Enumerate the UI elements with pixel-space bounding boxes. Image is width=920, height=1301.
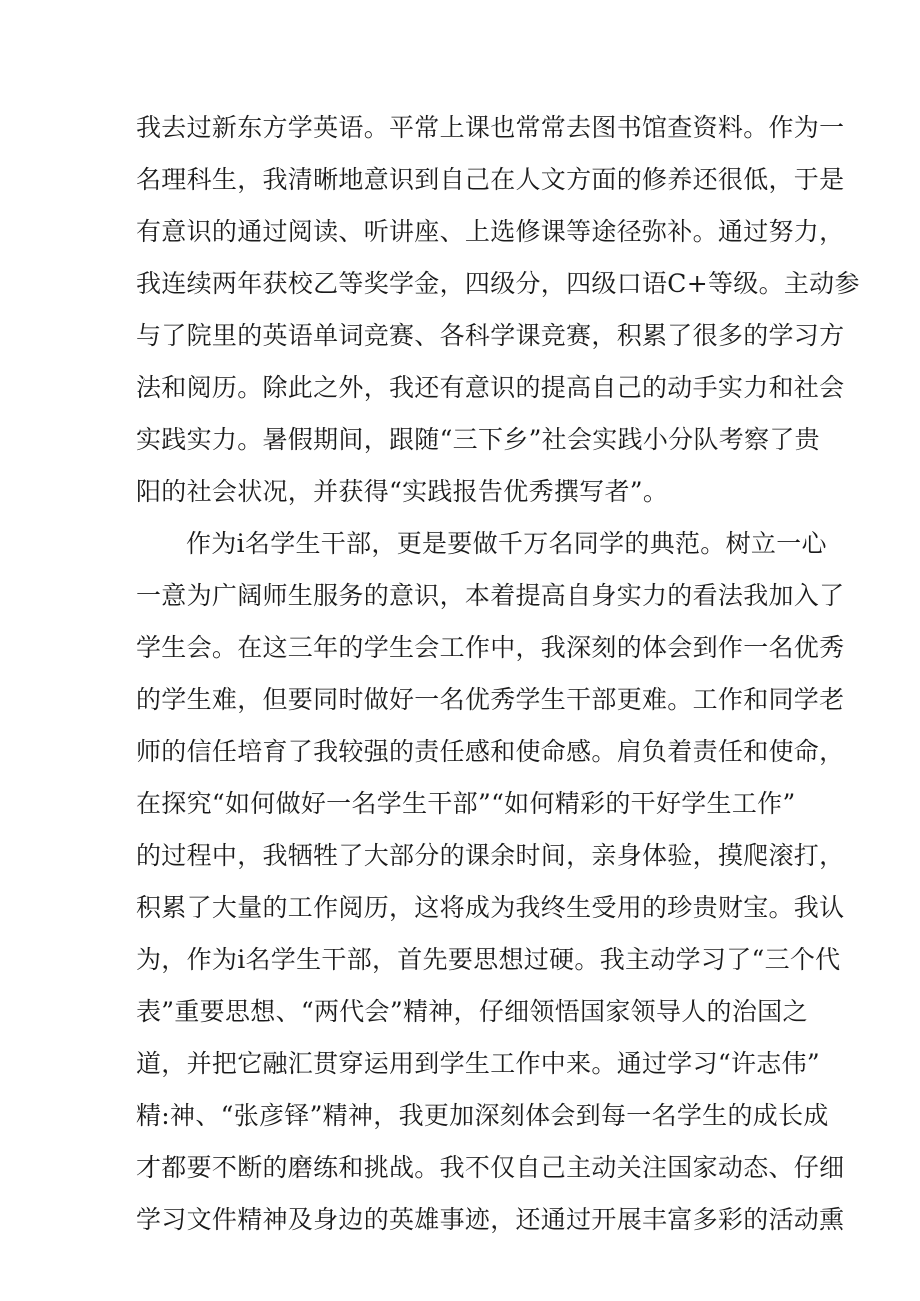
paragraph-1-line-3: 有意识的通过阅读、听讲座、上选修课等途径弥补。通过努力， — [136, 217, 845, 246]
paragraph-1-line-8: 阳的社会状况，并获得“实践报告优秀撰写者”。 — [136, 477, 669, 506]
paragraph-2-line-13: 才都要不断的磨练和挑战。我不仅自己主动关注国家动态、仔细 — [136, 1153, 845, 1182]
paragraph-2-line-5: 师的信任培育了我较强的责任感和使命感。肩负着责任和使命， — [136, 737, 845, 766]
paragraph-2-line-6: 在探究“如何做好一名学生干部”“如何精彩的干好学生工作” — [136, 789, 796, 818]
paragraph-2-line-12: 精:神、“张彦铎”精神，我更加深刻体会到每一名学生的成长成 — [136, 1101, 829, 1130]
paragraph-2-line-3: 学生会。在这三年的学生会工作中，我深刻的体会到作一名优秀 — [136, 633, 845, 662]
paragraph-2-line-1: 作为i名学生干部，更是要做千万名同学的典范。树立一心 — [186, 529, 827, 558]
paragraph-2-line-8: 积累了大量的工作阅历，这将成为我终生受用的珍贵财宝。我认 — [136, 893, 845, 922]
paragraph-1-line-1: 我去过新东方学英语。平常上课也常常去图书馆查资料。作为一 — [136, 113, 845, 142]
paragraph-2-line-9: 为，作为i名学生干部，首先要思想过硬。我主动学习了“三个代 — [136, 945, 841, 974]
paragraph-1-line-4: 我连续两年获校乙等奖学金，四级分，四级口语C+等级。主动参 — [136, 269, 860, 298]
paragraph-2-line-4: 的学生难，但要同时做好一名优秀学生干部更难。工作和同学老 — [136, 685, 845, 714]
paragraph-2-line-7: 的过程中，我牺牲了大部分的课余时间，亲身体验，摸爬滚打， — [136, 841, 845, 870]
paragraph-1-line-5: 与了院里的英语单词竞赛、各科学课竞赛，积累了很多的学习方 — [136, 321, 845, 350]
paragraph-1-line-7: 实践实力。暑假期间，跟随“三下乡”社会实践小分队考察了贵 — [136, 425, 820, 454]
paragraph-2-line-11: 道，并把它融汇贯穿运用到学生工作中来。通过学习“许志伟” — [136, 1049, 820, 1078]
paragraph-2-line-10: 表”重要思想、“两代会”精神，仔细领悟国家领导人的治国之 — [136, 997, 808, 1026]
paragraph-1-line-6: 法和阅历。除此之外，我还有意识的提高自己的动手实力和社会 — [136, 373, 845, 402]
paragraph-2-line-2: 一意为广阔师生服务的意识，本着提高自身实力的看法我加入了 — [136, 581, 845, 610]
paragraph-2-line-14: 学习文件精神及身边的英雄事迹，还通过开展丰富多彩的活动熏 — [136, 1205, 845, 1234]
paragraph-1-line-2: 名理科生，我清晰地意识到自己在人文方面的修养还很低，于是 — [136, 165, 845, 194]
